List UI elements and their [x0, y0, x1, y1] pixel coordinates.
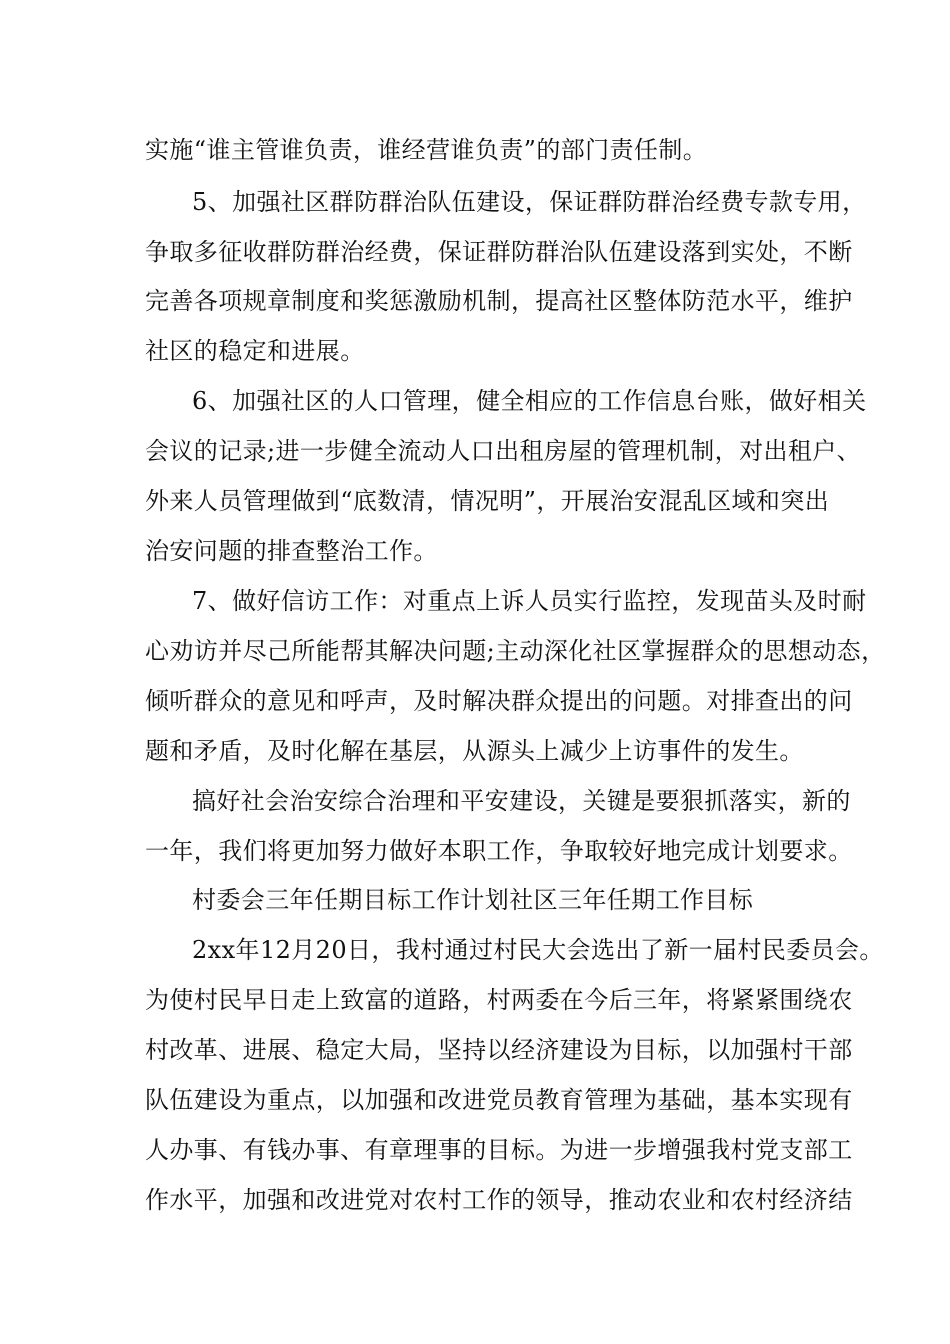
text-line-4: 完善各项规章制度和奖惩激励机制，提高社区整体防范水平，维护	[145, 287, 853, 315]
text-line-5: 社区的稳定和进展。	[145, 337, 365, 365]
text-line-21: 人办事、有钱办事、有章理事的目标。为进一步增强我村党支部工	[145, 1136, 853, 1164]
text-line-16: 村委会三年任期目标工作计划社区三年任期工作目标	[192, 886, 754, 914]
text-line-19: 村改革、进展、稳定大局，坚持以经济建设为目标，以加强村干部	[145, 1036, 853, 1064]
text-line-9: 治安问题的排查整治工作。	[145, 537, 438, 565]
text-line-6: 6、加强社区的人口管理，健全相应的工作信息台账，做好相关	[192, 387, 867, 415]
text-line-22: 作水平，加强和改进党对农村工作的领导，推动农业和农村经济结	[145, 1186, 853, 1214]
text-line-15: 一年，我们将更加努力做好本职工作，争取较好地完成计划要求。	[145, 837, 853, 865]
text-line-1: 实施“谁主管谁负责，谁经营谁负责”的部门责任制。	[145, 136, 708, 164]
text-line-14: 搞好社会治安综合治理和平安建设，关键是要狠抓落实，新的	[192, 787, 851, 815]
text-line-20: 队伍建设为重点，以加强和改进党员教育管理为基础，基本实现有	[145, 1086, 853, 1114]
text-line-3: 争取多征收群防群治经费，保证群防群治队伍建设落到实处，不断	[145, 238, 853, 266]
text-line-13: 题和矛盾，及时化解在基层，从源头上减少上访事件的发生。	[145, 737, 804, 765]
text-line-12: 倾听群众的意见和呼声，及时解决群众提出的问题。对排查出的问	[145, 687, 853, 715]
text-line-17: 2xx年12月20日，我村通过村民大会选出了新一届村民委员会。	[192, 936, 884, 964]
text-line-2: 5、加强社区群防群治队伍建设，保证群防群治经费专款专用，	[192, 188, 867, 216]
text-line-10: 7、做好信访工作：对重点上诉人员实行监控，发现苗头及时耐	[192, 587, 867, 615]
text-line-7: 会议的记录;进一步健全流动人口出租房屋的管理机制，对出租户、	[145, 437, 862, 465]
text-line-11: 心劝访并尽己所能帮其解决问题;主动深化社区掌握群众的思想动态，	[145, 637, 886, 665]
text-line-8: 外来人员管理做到“底数清，情况明”，开展治安混乱区域和突出	[145, 487, 830, 515]
text-line-18: 为使村民早日走上致富的道路，村两委在今后三年，将紧紧围绕农	[145, 986, 853, 1014]
